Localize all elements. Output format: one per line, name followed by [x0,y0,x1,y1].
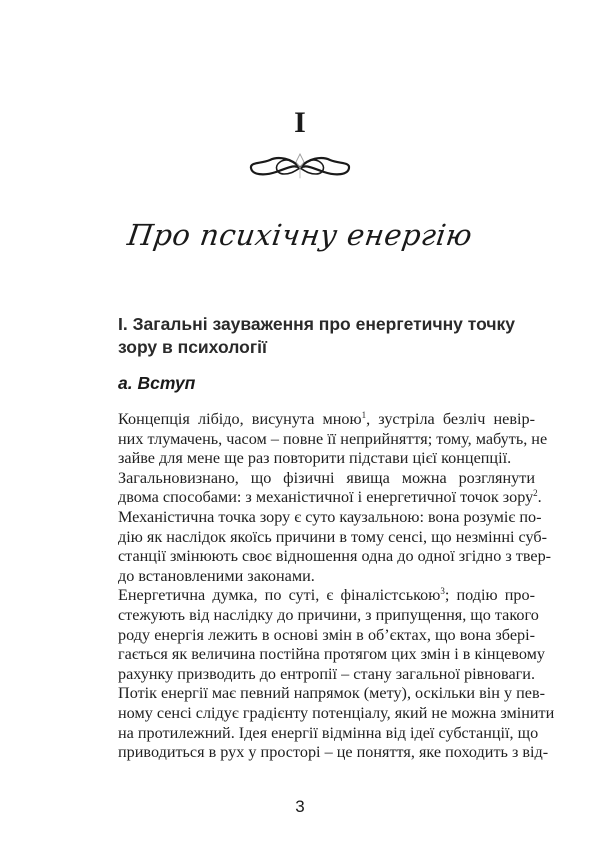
chapter-number: I [294,106,306,139]
text-line: стежують від наслідку до причини, з припущення, що такого [118,605,539,624]
text-line: на протилежний. Ідея енергії відмінна від ідеї субстанції, що [118,723,539,742]
section-heading [118,313,528,359]
text-run: двома способами: з механістичної і енергетичної точок зору [118,488,534,507]
text-line: зайве для мене ще раз повторити підстави цієї концепції. [118,449,512,468]
text-run: Енергетична думка, по суті, є фіналістською [118,586,441,605]
text-line: Загальновизнано, що фізичні явища можна розглянути [118,468,535,487]
text-run: ; подію про- [444,586,535,605]
footnote-ref-2[interactable]: 2 [533,488,538,499]
text-line: гається як величина постійна протягом цих змін і в кінцевому [118,645,546,664]
text-line: роду енергія лежить в основі змін в об’єктах, що вона збері- [118,625,535,644]
text-line: дію як наслідок якоїсь причини в тому сенсі, що незмінні суб- [118,527,547,546]
text-line: рахунку призводить до ентропії – стану загальної рівноваги. [118,664,535,683]
body-text [65,410,555,763]
text-line: станції змінюють своє відношення одна до одної згідно з твер- [118,547,552,566]
text-line: них тлумачень, часом – повне її неприйняття; тому, мабуть, не [118,429,548,448]
text-run: Концепція лібідо, висунута мною [118,410,362,428]
text-line: Потік енергії має певний напрямок (мету), оскільки він у пев- [118,684,545,703]
paragraph [65,468,552,587]
section-heading-line-1: I. Загальні зауваження про енергетичну точку [118,314,516,334]
text-line: ному сенсі слідує градієнту потенціалу, який не можна змінити [118,703,555,722]
text-run: . [537,488,542,507]
page-number: 3 [295,797,305,816]
paragraph [65,410,548,469]
text-line: приводиться в рух у просторі – це поняття, яке походить з від- [118,743,549,762]
text-line [65,586,535,606]
text-line: до встановленими законами. [118,566,315,585]
footnote-ref-1[interactable]: 1 [361,410,367,420]
footnote-ref-3[interactable]: 3 [440,586,445,597]
text-run: , зустріла безліч невір- [366,410,535,428]
section-heading-line-2: зору в психології [118,337,267,357]
subsection-heading: а. Вступ [118,373,196,393]
paragraph [65,586,555,762]
text-line: Механістична точка зору є суто каузальною: вона розуміє по- [118,507,542,526]
chapter-title: Про психічну енергію [125,218,475,252]
text-line [65,410,535,430]
flourish-ornament-icon [248,150,352,180]
text-line [65,488,542,508]
